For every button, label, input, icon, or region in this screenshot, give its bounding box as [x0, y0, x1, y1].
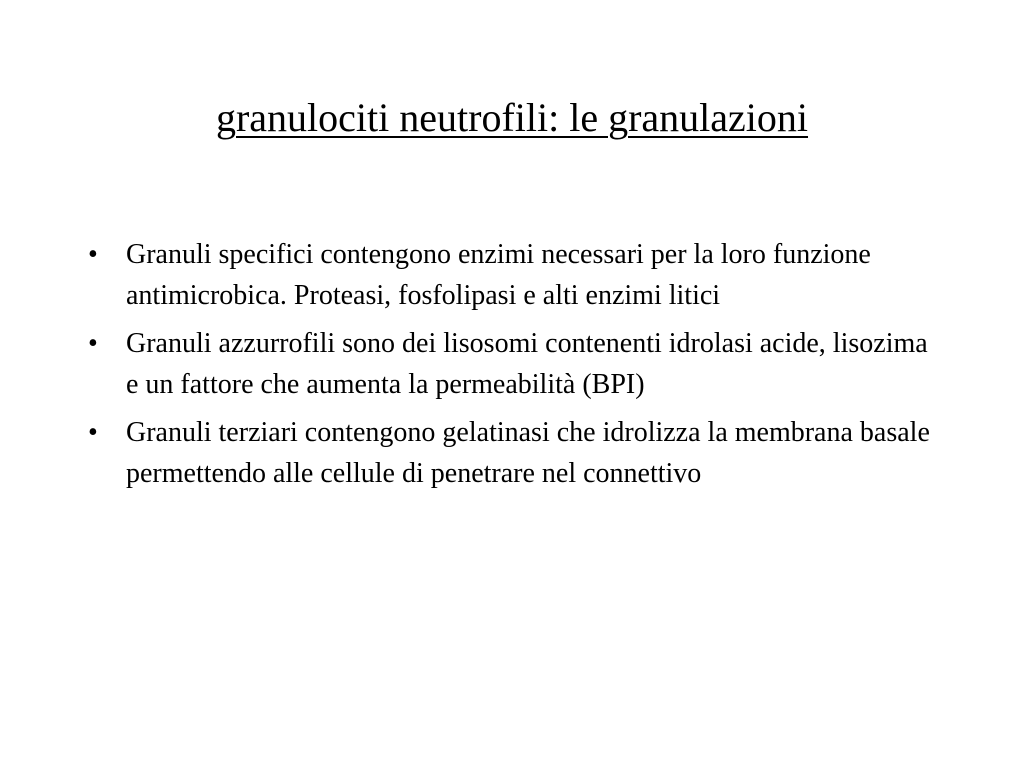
bullet-icon: • — [88, 417, 98, 448]
bullet-icon: • — [88, 239, 98, 270]
bullet-item-specific-granules — [88, 234, 938, 316]
bullet-text: Granuli terziari contengono gelatinasi che idrolizza la membrana basale permettendo alle cellule di penetrare nel connettivo — [126, 417, 930, 489]
bullet-text: Granuli specifici contengono enzimi necessari per la loro funzione antimicrobica. Proteasi, fosfolipasi e alti enzimi litici — [126, 239, 871, 311]
bullet-list — [88, 234, 938, 501]
slide-title: granulociti neutrofili: le granulazioni — [215, 95, 809, 140]
bullet-item-tertiary-granules — [88, 412, 938, 494]
bullet-item-azurophil-granules — [88, 323, 938, 405]
bullet-text: Granuli azzurrofili sono dei lisosomi contenenti idrolasi acide, lisozima e un fattore che aumenta la permeabilità (BPI) — [126, 328, 928, 400]
bullet-icon: • — [88, 328, 98, 359]
